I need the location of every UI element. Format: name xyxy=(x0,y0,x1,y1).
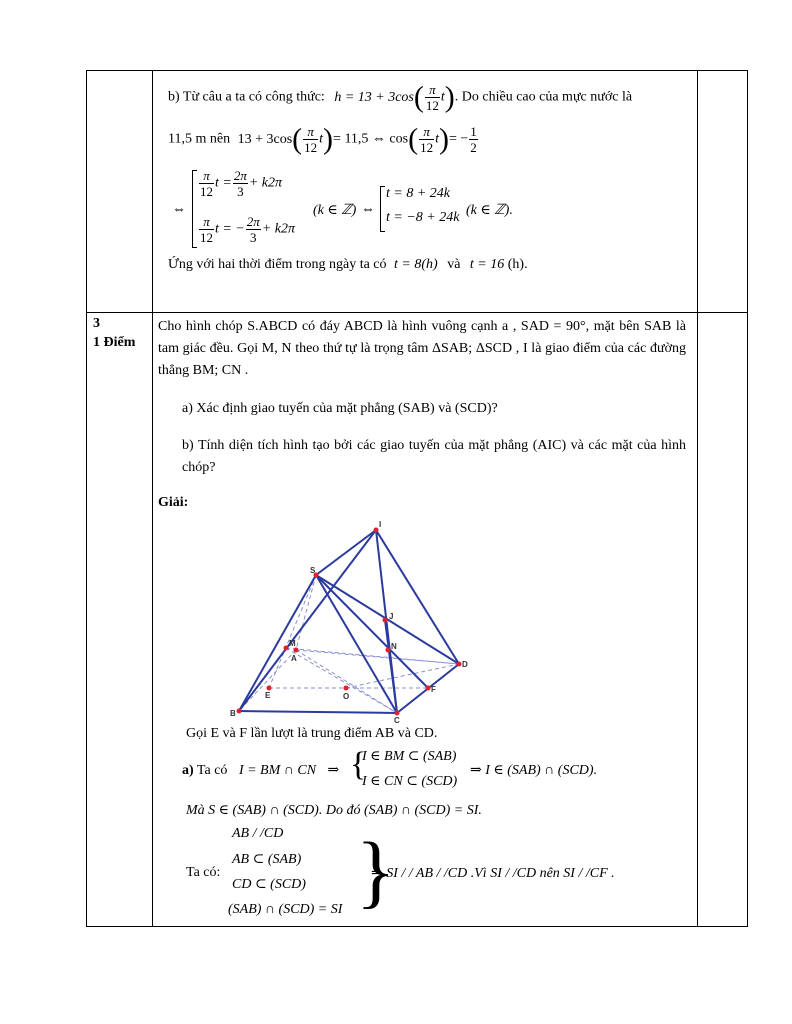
point-B xyxy=(237,709,242,714)
label-N: N xyxy=(391,642,397,651)
point-I xyxy=(374,528,379,533)
point-E xyxy=(267,686,272,691)
line2-expr: 13 + 3cos xyxy=(237,131,293,147)
column-divider-1 xyxy=(152,71,153,926)
question-points: 1 Điểm xyxy=(93,335,136,350)
point-F xyxy=(426,686,431,691)
label-C: C xyxy=(394,716,400,725)
edge-OD xyxy=(346,664,459,688)
pyramid-figure xyxy=(222,516,472,726)
fraction-one-half: $\frac{1}{2}$ xyxy=(470,124,477,155)
edge-CJ xyxy=(385,620,397,713)
edge-BC xyxy=(239,711,397,713)
point-D xyxy=(457,662,462,667)
subquestion-b: b) Tính diện tích hình tạo bởi các giao tuyến của mặt phẳng (AIC) và các mặt của hình chóp? xyxy=(182,438,686,475)
line1-formula: h = 13 + 3cos xyxy=(334,89,414,105)
point-A xyxy=(294,648,299,653)
edge-AC xyxy=(296,650,397,713)
system-a-row-2: I ∈ CN ⊂ (SCD) xyxy=(362,774,458,789)
label-I: I xyxy=(379,520,382,529)
taco-label: Ta có: xyxy=(186,865,221,880)
label-M: M xyxy=(289,639,296,648)
conditions-brace: } xyxy=(356,825,396,916)
case-bracket-1 xyxy=(192,170,197,248)
line2-rhs: = − xyxy=(448,131,469,147)
condition-3: CD ⊂ (SCD) xyxy=(232,877,306,892)
fraction-pi-12: $\frac{\pi}{12}$ xyxy=(425,82,439,113)
part-a-result: ⇒ I ∈ (SAB) ∩ (SCD). xyxy=(470,763,598,778)
condition-1: AB / /CD xyxy=(232,826,284,841)
point-N xyxy=(386,648,391,653)
final-line: ⇒ SI / / AB / /CD .Vì SI / /CD nên SI / /CF . xyxy=(371,866,615,881)
line1-intro: b) Từ câu a ta có công thức: xyxy=(168,89,325,105)
line2-intro: 11,5 m nên xyxy=(168,131,231,147)
point-O xyxy=(344,686,349,691)
label-J: J xyxy=(389,612,394,621)
label-E: E xyxy=(265,691,271,700)
label-O: O xyxy=(343,692,350,701)
problem-statement: Cho hình chóp S.ABCD có đáy ABCD là hình vuông cạnh a , SAD = 90°, mặt bên SAB là tam giác đều. Gọi M, N theo thứ tự là trọng tâm ΔSAB; ΔSCD , I là giao điểm của các đường thẳng BM; CN . xyxy=(158,319,686,378)
solution-2: t = −8 + 24k xyxy=(386,210,460,225)
condition-4: (SAB) ∩ (SCD) = SI xyxy=(228,902,343,917)
case-bracket-2 xyxy=(380,186,385,232)
part-a-line: a) Ta có I = BM ∩ CN ⇒ xyxy=(182,763,340,778)
line2-eq: = 11,5 ⇔ cos xyxy=(333,131,409,147)
k-in-z-2: (k ∈ ℤ). xyxy=(466,203,513,218)
k-in-z-1: (k ∈ ℤ) xyxy=(313,203,357,218)
row-divider xyxy=(87,312,747,313)
ef-midpoints-text: Gọi E và F lần lượt là trung điểm AB và CD. xyxy=(186,726,438,741)
part-b-line-4: Ứng với hai thời điểm trong ngày ta có t = 8(h) và t = 16 (h). xyxy=(168,257,528,272)
label-F: F xyxy=(431,685,436,694)
equiv-symbol-1: ⇔ xyxy=(172,202,186,217)
part-b-line-2: 11,5 m nên 13 + 3cos( $\frac{\pi}{12}$ t)= 11,5 ⇔ cos( $\frac{\pi}{12}$ t)= − $\frac{1}{2}$ xyxy=(168,122,477,156)
column-divider-2 xyxy=(697,71,698,926)
subquestion-a: a) Xác định giao tuyến của mặt phẳng (SAB) và (SCD)? xyxy=(182,401,498,416)
equiv-symbol-2: ⇔ xyxy=(361,202,375,217)
label-A: A xyxy=(291,654,297,663)
case-2: $\frac{\pi}{12}$ t = − $\frac{2\pi}{3}$ + k2π xyxy=(200,214,295,245)
condition-2: AB ⊂ (SAB) xyxy=(232,852,302,867)
question-number: 3 xyxy=(93,316,100,331)
ma-line: Mà S ∈ (SAB) ∩ (SCD). Do đó (SAB) ∩ (SCD) = SI. xyxy=(186,803,482,818)
edge-MD xyxy=(286,648,459,664)
solution-label: Giải: xyxy=(158,495,189,510)
point-C xyxy=(395,711,400,716)
solution-1: t = 8 + 24k xyxy=(386,186,450,201)
label-B: B xyxy=(230,709,236,718)
system-a-row-1: I ∈ BM ⊂ (SAB) xyxy=(362,749,457,764)
point-J xyxy=(383,618,388,623)
edge-IB xyxy=(239,530,376,711)
case-1: $\frac{\pi}{12}$ t = $\frac{2\pi}{3}$ + k2π xyxy=(200,168,283,199)
point-M xyxy=(284,646,289,651)
label-D: D xyxy=(462,660,468,669)
edge-SB xyxy=(239,575,316,711)
label-S: S xyxy=(310,566,316,575)
line1-tail: . Do chiều cao của mực nước là xyxy=(454,89,633,105)
system-brace-a: { xyxy=(350,746,367,783)
part-b-line-1: b) Từ câu a ta có công thức: h = 13 + 3cos( $\frac{\pi}{12}$ t). Do chiều cao của mực nước là xyxy=(168,80,633,114)
